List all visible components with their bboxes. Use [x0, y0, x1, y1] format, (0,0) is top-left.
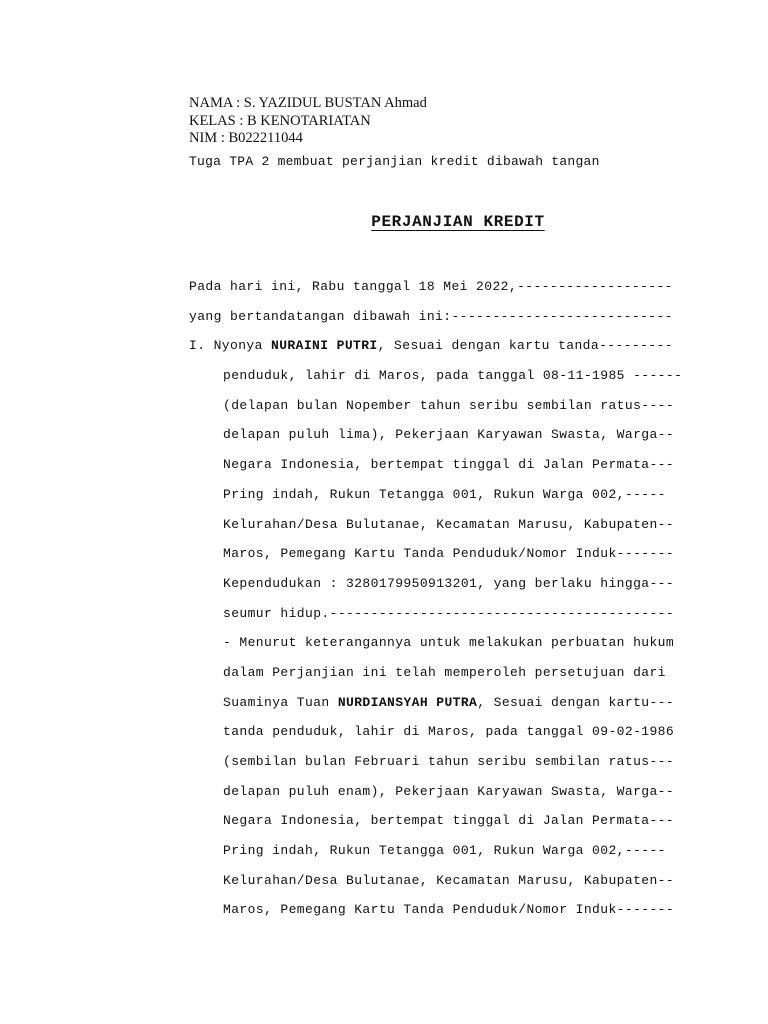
line-text: Kelurahan/Desa Bulutanae, Kecamatan Marusu, Kabupaten — [223, 516, 658, 532]
dash-filler: --- — [649, 457, 675, 473]
line-text: Negara Indonesia, bertempat tinggal di Jalan Permata — [223, 457, 650, 473]
line-text: seumur hidup. — [223, 605, 330, 621]
body-line — [189, 276, 725, 306]
dash-filler: --- — [649, 754, 675, 769]
line-text: , Sesuai dengan kartu tanda — [377, 338, 600, 354]
body-line — [189, 632, 725, 662]
dash-filler: -- — [657, 872, 675, 888]
line-text: Negara Indonesia, bertempat tinggal di Jalan Permata — [223, 813, 650, 829]
document-title — [0, 211, 768, 233]
line-text: Kependudukan : 3280179950913201, yang berlaku hingga — [223, 575, 650, 591]
body-line — [189, 781, 725, 811]
body-line — [189, 840, 725, 870]
body-line — [189, 573, 725, 603]
body-line — [189, 721, 725, 751]
dash-filler: --- — [649, 813, 675, 829]
body-line — [189, 899, 725, 929]
dash-filler: -- — [657, 783, 675, 799]
line-text: Pring indah, Rukun Tetangga 001, Rukun Warga 002, — [223, 843, 625, 859]
dash-filler: -- — [657, 516, 675, 532]
line-text: Kelurahan/Desa Bulutanae, Kecamatan Marusu, Kabupaten — [223, 872, 658, 888]
party-one-name: NURAINI PUTRI — [271, 338, 378, 354]
dash-filler: -- — [657, 427, 675, 443]
line-text: Suaminya Tuan — [223, 694, 338, 710]
line-text: Maros, Pemegang Kartu Tanda Penduduk/Nomor Induk — [223, 546, 617, 562]
line-text: Pada hari ini, Rabu tanggal 18 Mei 2022, — [189, 279, 518, 294]
body-line — [189, 543, 725, 573]
dash-filler: ----- — [624, 486, 666, 502]
student-nim: NIM : B022211044 — [189, 130, 303, 146]
line-text: I. Nyonya — [189, 338, 272, 354]
line-text: delapan puluh enam), Pekerjaan Karyawan Swasta, Warga — [223, 783, 658, 799]
body-line — [189, 810, 725, 840]
body-line — [189, 395, 725, 425]
line-text: (delapan bulan Nopember tahun seribu sembilan ratus — [223, 397, 642, 413]
dash-filler: ------- — [616, 902, 675, 918]
agreement-body — [189, 276, 725, 929]
dash-filler: ------------------- — [517, 279, 673, 294]
line-text: , Sesuai dengan kartu — [477, 694, 650, 710]
dash-filler: --------- — [599, 338, 673, 354]
line-text: yang bertandatangan dibawah ini: — [189, 308, 452, 324]
document-title-text: PERJANJIAN KREDIT — [371, 213, 545, 231]
task-description: Tuga TPA 2 membuat perjanjian kredit dibawah tangan — [189, 153, 600, 169]
spouse-intro-line — [189, 692, 725, 722]
student-name: NAMA : S. YAZIDUL BUSTAN Ahmad — [189, 95, 427, 111]
body-line — [189, 870, 725, 900]
line-text: delapan puluh lima), Pekerjaan Karyawan Swasta, Warga — [223, 427, 658, 443]
line-text: tanda penduduk, lahir di Maros, pada tanggal 09-02-1986 — [223, 724, 675, 740]
party-one-intro-line — [189, 335, 725, 365]
student-header — [189, 95, 729, 170]
dash-filler: ------- — [616, 546, 675, 562]
body-line — [189, 514, 725, 544]
student-class: KELAS : B KENOTARIATAN — [189, 112, 371, 129]
dash-filler: ------ — [633, 368, 683, 384]
dash-filler: --------------------------- — [451, 308, 673, 324]
body-line — [189, 454, 725, 484]
body-line — [189, 603, 725, 633]
dash-filler: ------------------------------------------ — [329, 605, 675, 621]
dash-filler: --- — [649, 575, 675, 591]
line-text: penduduk, lahir di Maros, pada tanggal 08-11-1985 — [223, 368, 634, 384]
dash-filler: ----- — [624, 843, 666, 859]
dash-filler: --- — [649, 694, 675, 710]
body-line — [189, 484, 725, 514]
body-line — [189, 365, 725, 395]
dash-filler: ---- — [641, 397, 675, 413]
body-line — [189, 424, 725, 454]
line-text: Pring indah, Rukun Tetangga 001, Rukun Warga 002, — [223, 486, 625, 502]
line-text: Maros, Pemegang Kartu Tanda Penduduk/Nomor Induk — [223, 902, 617, 918]
spouse-name: NURDIANSYAH PUTRA — [337, 694, 478, 710]
line-text: - Menurut keterangannya untuk melakukan perbuatan hukum — [223, 635, 675, 651]
body-line — [189, 751, 725, 781]
body-line — [189, 662, 725, 692]
line-text: dalam Perjanjian ini telah memperoleh persetujuan dari — [223, 664, 666, 680]
line-text: (sembilan bulan Februari tahun seribu sembilan ratus — [223, 754, 650, 769]
body-line — [189, 306, 725, 336]
